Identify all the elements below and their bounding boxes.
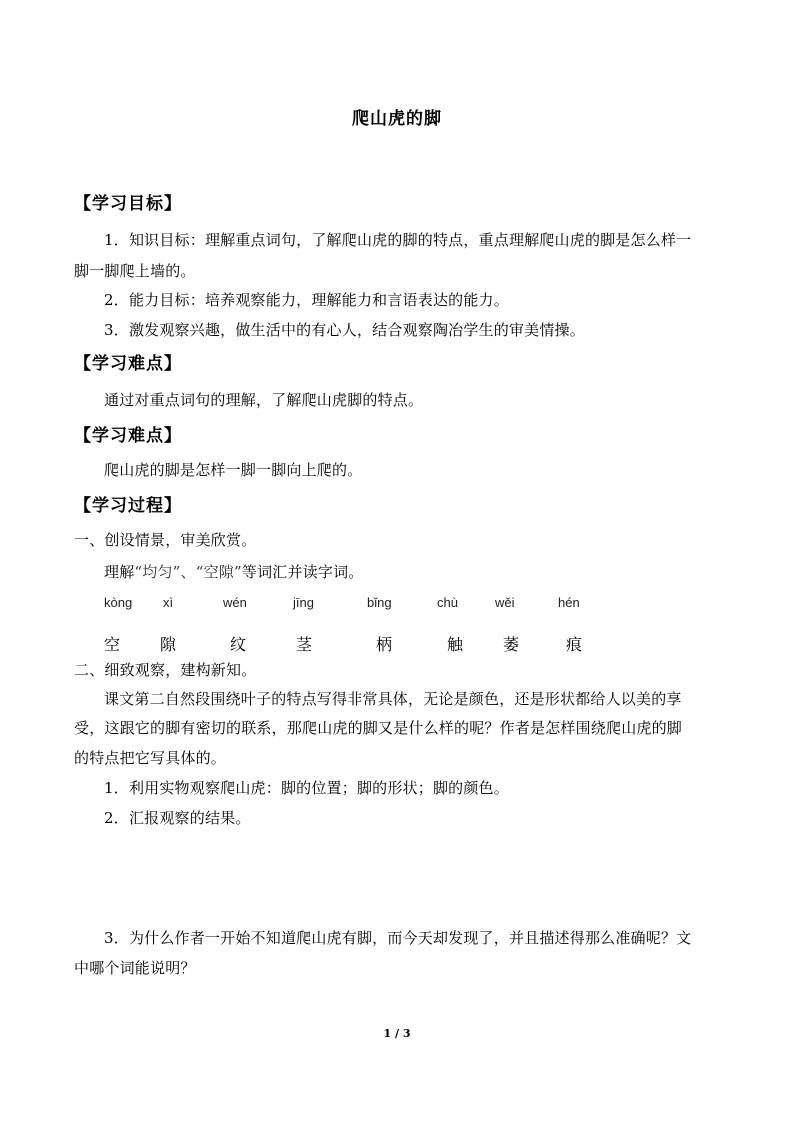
goal-1-line-a: 1．知识目标：理解重点词句，了解爬山虎的脚的特点，重点理解爬山虎的脚是怎么样一 bbox=[104, 231, 692, 249]
goal-2: 2．能力目标：培养观察能力，理解能力和言语表达的能力。 bbox=[104, 291, 509, 309]
process-heading: 【学习过程】 bbox=[74, 496, 182, 516]
step-2: 二、细致观察，建构新知。 bbox=[74, 661, 257, 679]
document-title: 爬山虎的脚 bbox=[352, 109, 442, 129]
difficulty-heading-2: 【学习难点】 bbox=[74, 426, 182, 446]
vocab-pinyin-2: xì bbox=[163, 595, 174, 610]
vocab-pinyin-4: jīnɡ bbox=[293, 595, 314, 610]
step-2-para-line-b: 受，这跟它的脚有密切的联系，那爬山虎的脚又是什么样的呢？作者是怎样围绕爬山虎的脚 bbox=[74, 719, 683, 737]
goal-3: 3．激发观察兴趣，做生活中的有心人，结合观察陶冶学生的审美情操。 bbox=[104, 321, 585, 339]
step-2-para-line-a: 课文第二自然段围绕叶子的特点写得非常具体，无论是颜色，还是形状都给人以美的享 bbox=[104, 690, 682, 708]
vocab-pinyin-6: chù bbox=[437, 595, 458, 610]
step-2-item-3-line-b: 中哪个词能说明？ bbox=[74, 959, 196, 977]
step-2-item-1: 1．利用实物观察爬山虎：脚的位置；脚的形状；脚的颜色。 bbox=[104, 779, 509, 797]
step-2-item-2: 2．汇报观察的结果。 bbox=[104, 809, 251, 827]
vocab-char-1: 空 bbox=[104, 635, 121, 654]
vocab-pinyin-3: wén bbox=[223, 595, 247, 610]
step-1-sub-quoted: “均匀”、“空隙” bbox=[134, 563, 242, 581]
vocab-char-7: 萎 bbox=[503, 635, 520, 654]
vocab-pinyin-5: bǐnɡ bbox=[367, 595, 392, 610]
step-1-sub bbox=[104, 562, 364, 582]
page-number: 1 / 3 bbox=[383, 1027, 411, 1040]
vocab-char-3: 纹 bbox=[230, 635, 247, 654]
vocab-char-8: 痕 bbox=[566, 635, 583, 654]
goals-heading: 【学习目标】 bbox=[74, 194, 182, 214]
step-2-para-line-c: 的特点把它写具体的。 bbox=[74, 749, 227, 767]
step-2-item-3-line-a: 3．为什么作者一开始不知道爬山虎有脚，而今天却发现了，并且描述得那么准确呢？文 bbox=[104, 929, 692, 947]
step-1: 一、创设情景，审美欣赏。 bbox=[74, 531, 257, 549]
goal-1-line-b: 脚一脚爬上墙的。 bbox=[74, 262, 196, 280]
vocab-char-5: 柄 bbox=[376, 635, 393, 654]
vocab-char-2: 隙 bbox=[160, 635, 177, 654]
vocab-char-6: 触 bbox=[447, 635, 464, 654]
step-1-sub-prefix: 理解 bbox=[104, 563, 135, 581]
vocab-char-4: 茎 bbox=[296, 635, 313, 654]
vocab-pinyin-7: wěi bbox=[495, 595, 515, 610]
difficulty-heading-1: 【学习难点】 bbox=[74, 354, 182, 374]
step-1-sub-suffix: 等词汇并读字词。 bbox=[241, 563, 364, 581]
vocab-pinyin-1: kònɡ bbox=[104, 595, 133, 610]
difficulty-2: 爬山虎的脚是怎样一脚一脚向上爬的。 bbox=[104, 461, 363, 479]
difficulty-1: 通过对重点词句的理解，了解爬山虎脚的特点。 bbox=[104, 391, 424, 409]
vocab-pinyin-8: hén bbox=[558, 595, 580, 610]
